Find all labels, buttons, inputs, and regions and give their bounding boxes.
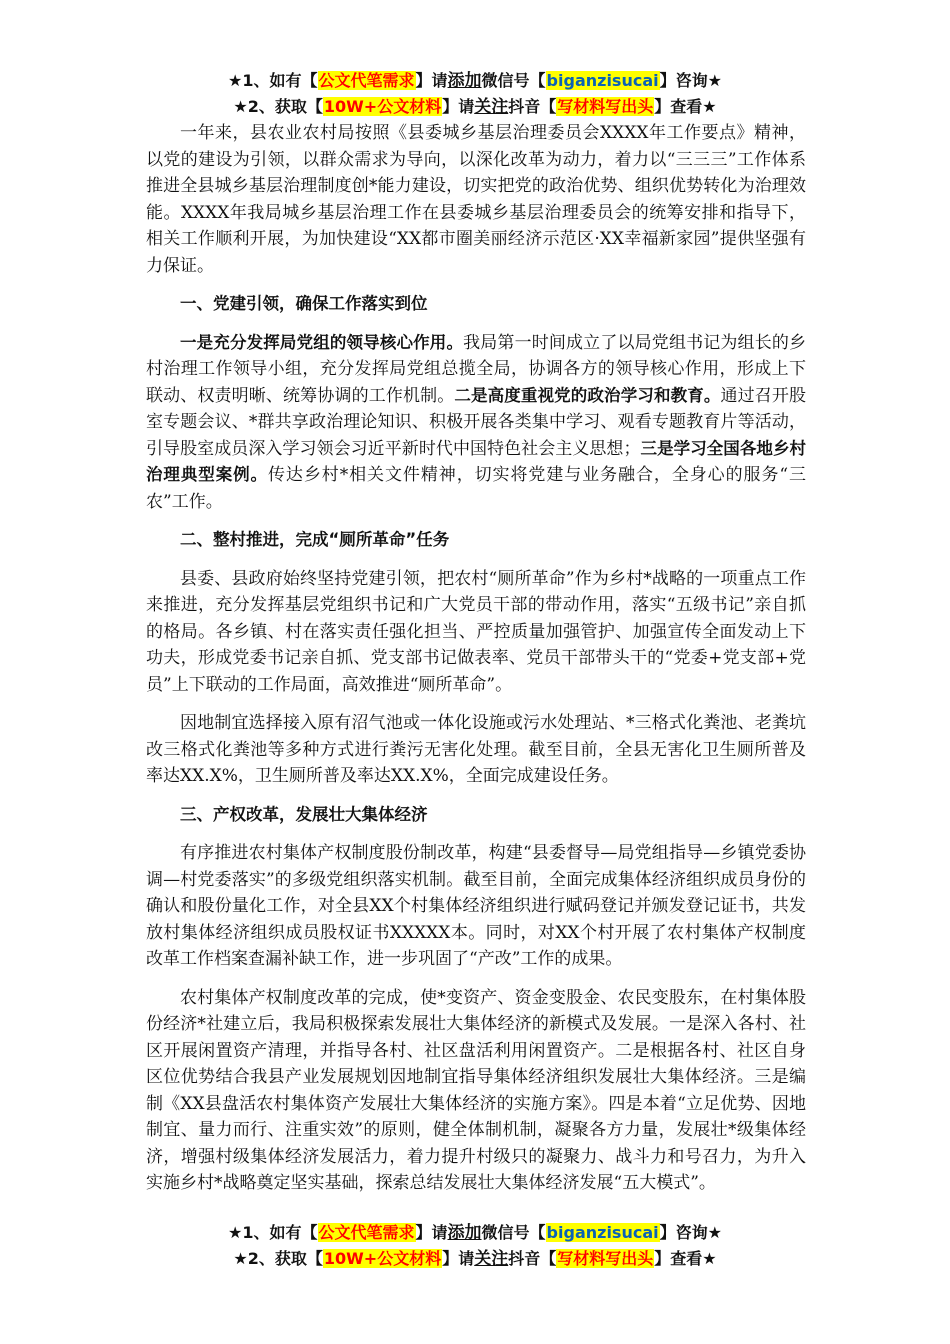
banner-line-1-bottom	[0, 1221, 950, 1245]
banner-text: 】查看★	[654, 97, 717, 116]
banner-line-2-bottom	[0, 1247, 950, 1271]
banner-line-1	[0, 69, 950, 93]
bold-point-2: 二是高度重视党的政治学习和教育。	[454, 385, 721, 405]
intro-paragraph: 一年来，县农业农村局按照《县委城乡基层治理委员会XXXX年工作要点》精神，以党的建设为引领，以群众需求为导向，以深化改革为动力，着力以“三三三”工作体系推进全县城乡基层治理制度创*能力建设，切实把党的政治优势、组织优势转化为治理效能。XXXX年我局城乡基层治理工作在县委城乡基层治理委员会的统筹安排和指导下，相关工作顺利开展，为加快建设“XX都市圈美丽经济示范区·XX幸福新家园”提供坚强有力保证。	[146, 123, 806, 276]
section-3-paragraph-1: 有序推进农村集体产权制度股份制改革，构建“县委督导—局党组指导—乡镇党委协调—村党委落实”的多级党组织落实机制。截至目前，全面完成集体经济组织成员身份的确认和股份量化工作，对全县XX个村集体经济组织进行赋码登记并颁发登记证书，共发放村集体经济组织成员股权证书XXXXX本。同时，对XX个村开展了农村集体产权制度改革工作档案查漏补缺工作，进一步巩固了“产改”工作的成果。	[146, 843, 806, 969]
highlight-service: 公文代笔需求	[318, 71, 415, 90]
banner-text: 】咨询★	[659, 71, 722, 90]
banner-text: 抖音【	[508, 1249, 557, 1268]
highlight-wechat-id: biganzisucai	[546, 71, 659, 90]
banner-underlined: 添加	[447, 1223, 482, 1243]
section-2-paragraph-1: 县委、县政府始终坚持党建引领，把农村“厕所革命”作为乡村*战略的一项重点工作来推进，充分发挥基层党组织书记和广大党员干部的带动作用，落实“五级书记”亲自抓的格局。各乡镇、村在落实责任强化担当、严控质量加强管护、加强宣传全面发动上下功夫，形成党委书记亲自抓、党支部书记做表率、党员干部带头干的“党委+党支部+党员”上下联动的工作局面，高效推进“厕所革命”。	[146, 568, 806, 695]
banner-text: ★2、获取【	[233, 1249, 323, 1268]
bold-point-3: 三是学习全国各地乡村治理典型案例。	[146, 438, 807, 484]
banner-text: 微信号【	[481, 1223, 546, 1242]
banner-underlined: 添加	[447, 71, 482, 91]
document-body	[146, 120, 806, 1197]
banner-underlined: 关注	[474, 97, 509, 117]
bold-point-1: 一是充分发挥局党组的领导核心作用。	[180, 332, 464, 352]
point-1-text: 我局第一时间成立了以局党组书记为组长的乡村治理工作领导小组，充分发挥局党组总揽全局，协调各方的领导核心作用，形成上下联动、权责明晰、统筹协调的工作机制。	[146, 332, 807, 406]
banner-text: 】查看★	[654, 1249, 717, 1268]
banner-text: 】请	[442, 1249, 475, 1268]
banner-text: ★1、如有【	[228, 71, 318, 90]
banner-text: 】请	[415, 71, 448, 90]
section-3-paragraph-2: 农村集体产权制度改革的完成，使*变资产、资金变股金、农民变股东，在村集体股份经济*社建立后，我局积极探索发展壮大集体经济的新模式及发展。一是深入各村、社区开展闲置资产清理，并指导各村、社区盘活利用闲置资产。二是根据各村、社区自身区位优势结合我县产业发展规划因地制宜指导集体经济组织发展壮大集体经济。三是编制《XX县盘活农村集体资产发展壮大集体经济的实施方案》。四是本着“立足优势、因地制宜、量力而行、注重实效”的原则，健全体制机制，凝聚各方力量，发展壮*级集体经济，增强村级集体经济发展活力，着力提升村级只的凝聚力、战斗力和号召力，为升入实施乡村*战略奠定坚实基础，探索总结发展壮大集体经济发展“五大模式”。	[146, 987, 806, 1193]
banner-text: 】请	[442, 97, 475, 116]
banner-text: 微信号【	[481, 71, 546, 90]
banner-text: ★1、如有【	[228, 1223, 318, 1242]
highlight-service: 公文代笔需求	[318, 1223, 415, 1242]
highlight-wechat-id: biganzisucai	[546, 1223, 659, 1242]
banner-underlined: 关注	[474, 1249, 509, 1269]
banner-line-2	[0, 95, 950, 119]
section-3-heading: 三、产权改革，发展壮大集体经济	[180, 804, 428, 824]
point-2-text: 通过召开股室专题会议、*群共享政治理论知识、积极开展各类集中学习、观看专题教育片等活动，引导股室成员深入学习领会习近平新时代中国特色社会主义思想；	[146, 385, 807, 459]
highlight-douyin: 写材料写出头	[557, 1249, 654, 1268]
section-2-paragraph-2: 因地制宜选择接入原有沼气池或一体化设施或污水处理站、*三格式化粪池、老粪坑改三格式化粪池等多种方式进行粪污无害化处理。截至目前，全县无害化卫生厕所普及率达XX.X%，卫生厕所普及率达XX.X%，全面完成建设任务。	[146, 713, 806, 786]
section-1-heading: 一、党建引领，确保工作落实到位	[180, 294, 428, 313]
banner-text: ★2、获取【	[233, 97, 323, 116]
highlight-materials: 10W+公文材料	[323, 97, 442, 116]
banner-text: 】请	[415, 1223, 448, 1242]
highlight-douyin: 写材料写出头	[557, 97, 654, 116]
section-2-heading: 二、整村推进，完成“厕所革命”任务	[180, 530, 450, 549]
section-1-paragraph	[146, 330, 806, 516]
highlight-materials: 10W+公文材料	[323, 1249, 442, 1268]
banner-text: 】咨询★	[659, 1223, 722, 1242]
banner-text: 抖音【	[508, 97, 557, 116]
point-3-text: 传达乡村*相关文件精神，切实将党建与业务融合，全身心的服务“三农”工作。	[146, 465, 806, 512]
